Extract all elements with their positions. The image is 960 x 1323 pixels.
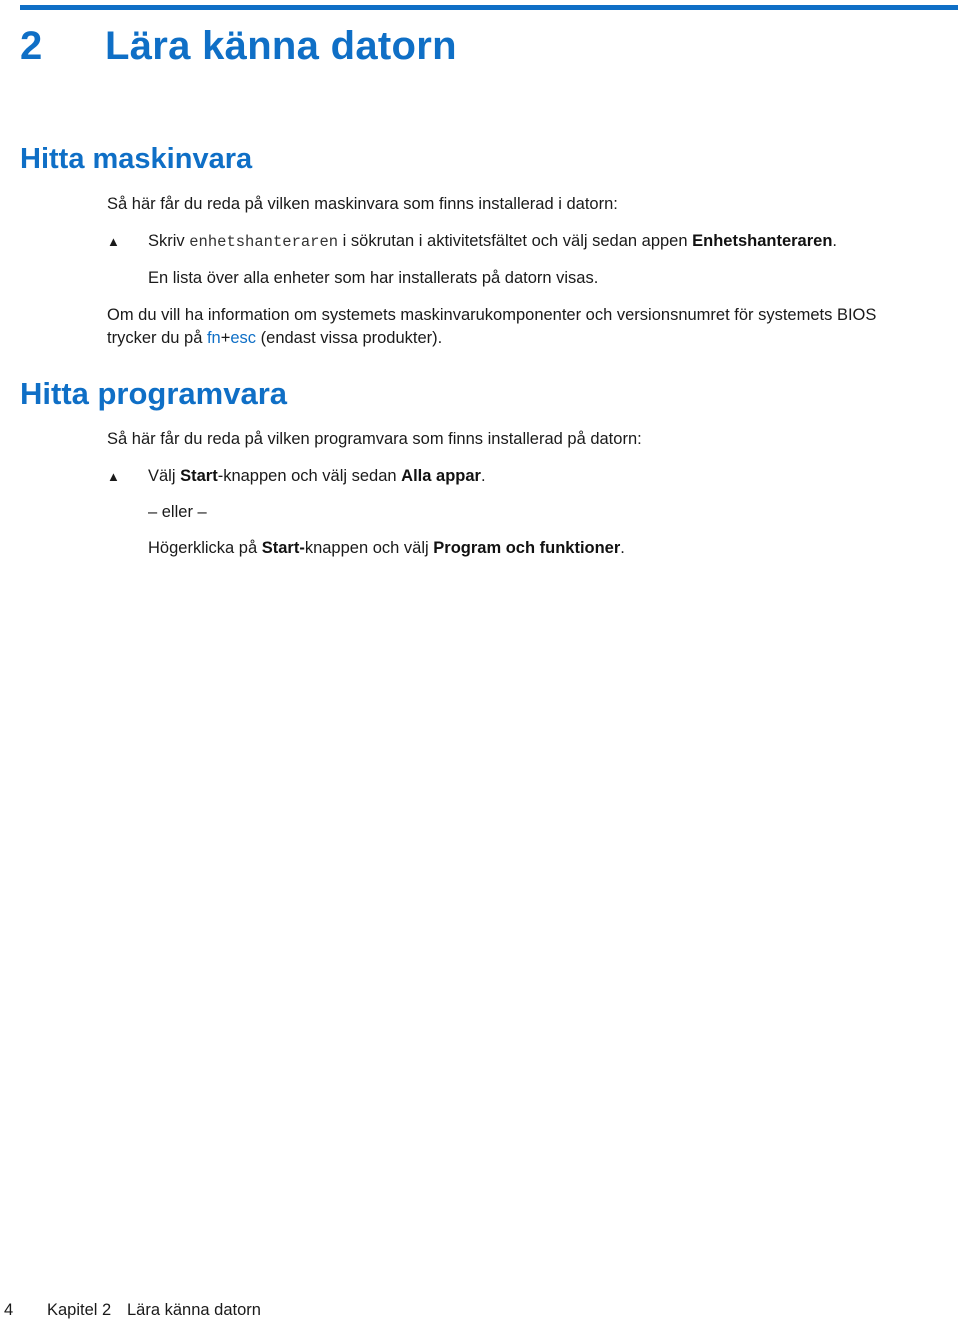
bios-info-prefix: trycker du på bbox=[107, 329, 207, 347]
all-apps-label: Alla appar bbox=[401, 467, 481, 485]
section-heading-software: Hitta programvara bbox=[20, 376, 288, 411]
device-manager-label: Enhetshanteraren bbox=[692, 232, 833, 250]
software-intro: Så här får du reda på vilken programvara som finns installerad på datorn: bbox=[107, 430, 642, 448]
footer-chapter-title: Lära känna datorn bbox=[127, 1301, 261, 1319]
hardware-step-prefix: Skriv bbox=[148, 232, 190, 250]
section-heading-hardware: Hitta maskinvara bbox=[20, 143, 253, 175]
or-separator: – eller – bbox=[148, 503, 207, 521]
chapter-number: 2 bbox=[20, 24, 43, 68]
alt-step-prefix: Högerklicka på bbox=[148, 539, 262, 557]
software-step-middle: -knappen och välj sedan bbox=[217, 467, 402, 485]
start-label: Start bbox=[180, 467, 218, 485]
software-alt-step bbox=[148, 537, 625, 560]
software-step-prefix: Välj bbox=[148, 467, 181, 485]
bios-info-line-1: Om du vill ha information om systemets maskinvarukomponenter och versionsnumret för systemets BIOS bbox=[107, 306, 877, 324]
bios-info-line-2 bbox=[107, 327, 442, 350]
alt-step-middle: knappen och välj bbox=[304, 539, 434, 557]
programs-and-features-label: Program och funktioner bbox=[433, 539, 621, 557]
hardware-step-end: . bbox=[832, 232, 838, 250]
chapter-top-rule bbox=[20, 5, 958, 10]
fn-key: fn bbox=[206, 329, 221, 347]
triangle-bullet-icon: ▲ bbox=[107, 234, 120, 249]
chapter-title-text: Lära känna datorn bbox=[105, 24, 457, 68]
start-button-label: Start- bbox=[261, 539, 305, 557]
triangle-bullet-icon: ▲ bbox=[107, 469, 120, 484]
software-step-end: . bbox=[480, 467, 486, 485]
software-step bbox=[148, 465, 486, 488]
footer-chapter-label: Kapitel 2 bbox=[47, 1301, 112, 1319]
alt-step-end: . bbox=[620, 539, 625, 557]
hardware-result: En lista över alla enheter som har installerats på datorn visas. bbox=[148, 269, 599, 287]
chapter-title bbox=[20, 18, 457, 74]
page-number: 4 bbox=[4, 1301, 14, 1319]
bios-info-suffix: (endast vissa produkter). bbox=[256, 329, 443, 347]
search-term-code: enhetshanteraren bbox=[189, 233, 339, 251]
esc-key: esc bbox=[230, 329, 257, 347]
key-plus: + bbox=[220, 329, 231, 347]
hardware-step-middle: i sökrutan i aktivitetsfältet och välj sedan appen bbox=[338, 232, 693, 250]
hardware-step bbox=[148, 230, 837, 254]
hardware-intro: Så här får du reda på vilken maskinvara som finns installerad i datorn: bbox=[107, 195, 618, 213]
